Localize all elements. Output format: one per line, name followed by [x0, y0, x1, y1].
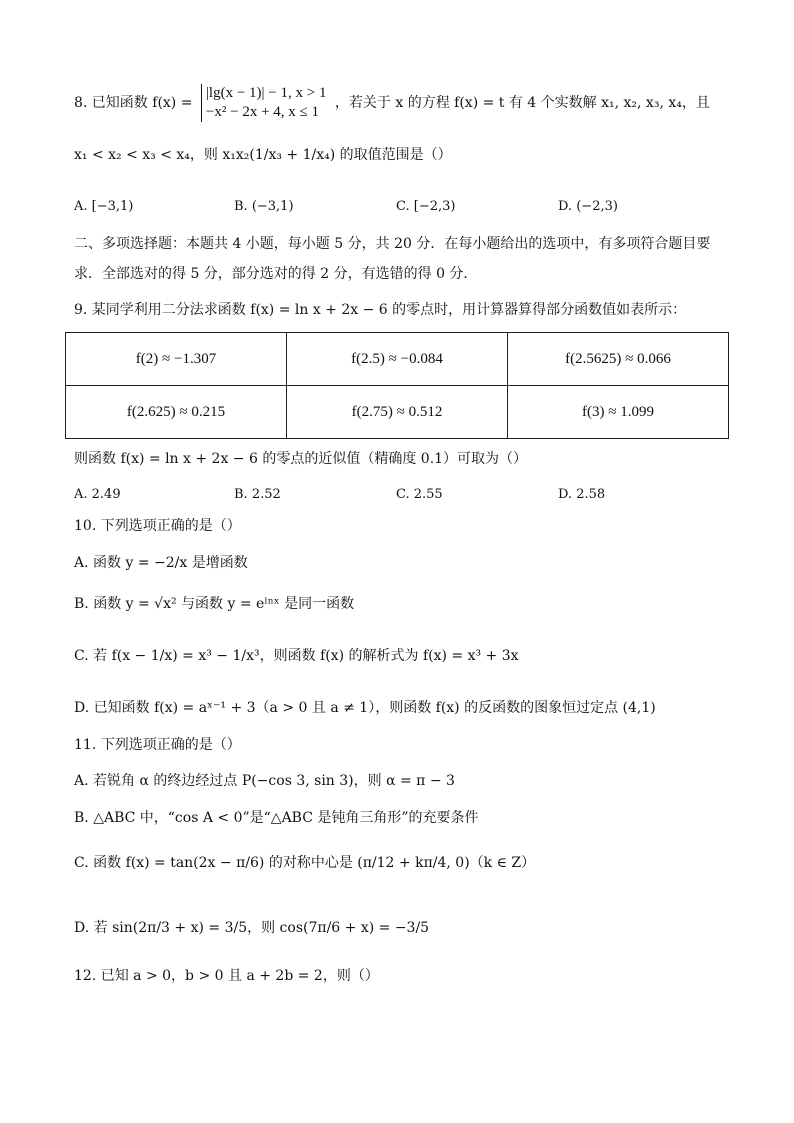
q8-prefix: 8. 已知函数 f(x) =	[74, 95, 193, 111]
q9-option-c: C. 2.55	[396, 487, 443, 502]
q8-case2: −x² − 2x + 4, x ≤ 1	[205, 104, 320, 120]
table-cell: f(3) ≈ 1.099	[508, 386, 729, 439]
q11-option-c: C. 函数 f(x) = tan(2x − π/6) 的对称中心是 (π/12 + kπ/4, 0)（k ∈ Z）	[74, 855, 536, 871]
q9-value-table	[65, 332, 729, 439]
q11-option-b: B. △ABC 中，“cos A < 0”是“△ABC 是钝角三角形”的充要条件	[74, 810, 479, 826]
q8-option-c: C. [−2,3)	[396, 199, 456, 214]
q10-option-a: A. 函数 y = −2/x 是增函数	[74, 555, 248, 571]
q11-stem: 11. 下列选项正确的是（）	[74, 737, 241, 753]
table-cell: f(2.625) ≈ 0.215	[66, 386, 287, 439]
q11-option-a: A. 若锐角 α 的终边经过点 P(−cos 3, sin 3)，则 α = π − 3	[74, 773, 455, 789]
table-cell: f(2.5) ≈ −0.084	[287, 333, 508, 386]
q8-option-b: B. (−3,1)	[234, 199, 294, 214]
table-cell: f(2.5625) ≈ 0.066	[508, 333, 729, 386]
q12-stem: 12. 已知 a > 0，b > 0 且 a + 2b = 2，则（）	[74, 968, 379, 984]
q8-piecewise	[201, 84, 327, 122]
table-row	[66, 333, 729, 386]
q9-option-d: D. 2.58	[558, 487, 606, 502]
q8-suffix: ，若关于 x 的方程 f(x) = t 有 4 个实数解 x₁, x₂, x₃, x₄，且	[334, 95, 710, 111]
q10-option-c: C. 若 f(x − 1/x) = x³ − 1/x³，则函数 f(x) 的解析式为 f(x) = x³ + 3x	[74, 648, 519, 664]
q10-stem: 10. 下列选项正确的是（）	[74, 518, 241, 534]
table-cell: f(2.75) ≈ 0.512	[287, 386, 508, 439]
q9-option-a: A. 2.49	[74, 487, 121, 502]
table-row	[66, 386, 729, 439]
q9-option-b: B. 2.52	[234, 487, 281, 502]
q9-stem: 9. 某同学利用二分法求函数 f(x) = ln x + 2x − 6 的零点时，用计算器算得部分函数值如表所示：	[74, 302, 687, 318]
q8-option-d: D. (−2,3)	[558, 199, 618, 214]
q8-line1	[74, 84, 710, 122]
section2-line2: 求．全部选对的得 5 分，部分选对的得 2 分，有选错的得 0 分．	[74, 266, 478, 282]
q8-case1: |lg(x − 1)| − 1, x > 1	[205, 85, 327, 101]
table-cell: f(2) ≈ −1.307	[66, 333, 287, 386]
q10-option-b: B. 函数 y = √x² 与函数 y = eˡⁿˣ 是同一函数	[74, 596, 355, 612]
q8-line2: x₁ < x₂ < x₃ < x₄，则 x₁x₂(1/x₃ + 1/x₄) 的取值范围是（）	[74, 147, 452, 163]
q8-option-a: A. [−3,1)	[74, 199, 134, 214]
section2-line1: 二、多项选择题：本题共 4 小题，每小题 5 分，共 20 分．在每小题给出的选项中，有多项符合题目要	[74, 236, 711, 252]
q10-option-d: D. 已知函数 f(x) = aˣ⁻¹ + 3（a > 0 且 a ≠ 1），则函数 f(x) 的反函数的图象恒过定点 (4,1)	[74, 700, 656, 716]
q9-question: 则函数 f(x) = ln x + 2x − 6 的零点的近似值（精确度 0.1）可取为（）	[74, 451, 528, 467]
q11-option-d: D. 若 sin(2π/3 + x) = 3/5，则 cos(7π/6 + x) = −3/5	[74, 920, 430, 936]
